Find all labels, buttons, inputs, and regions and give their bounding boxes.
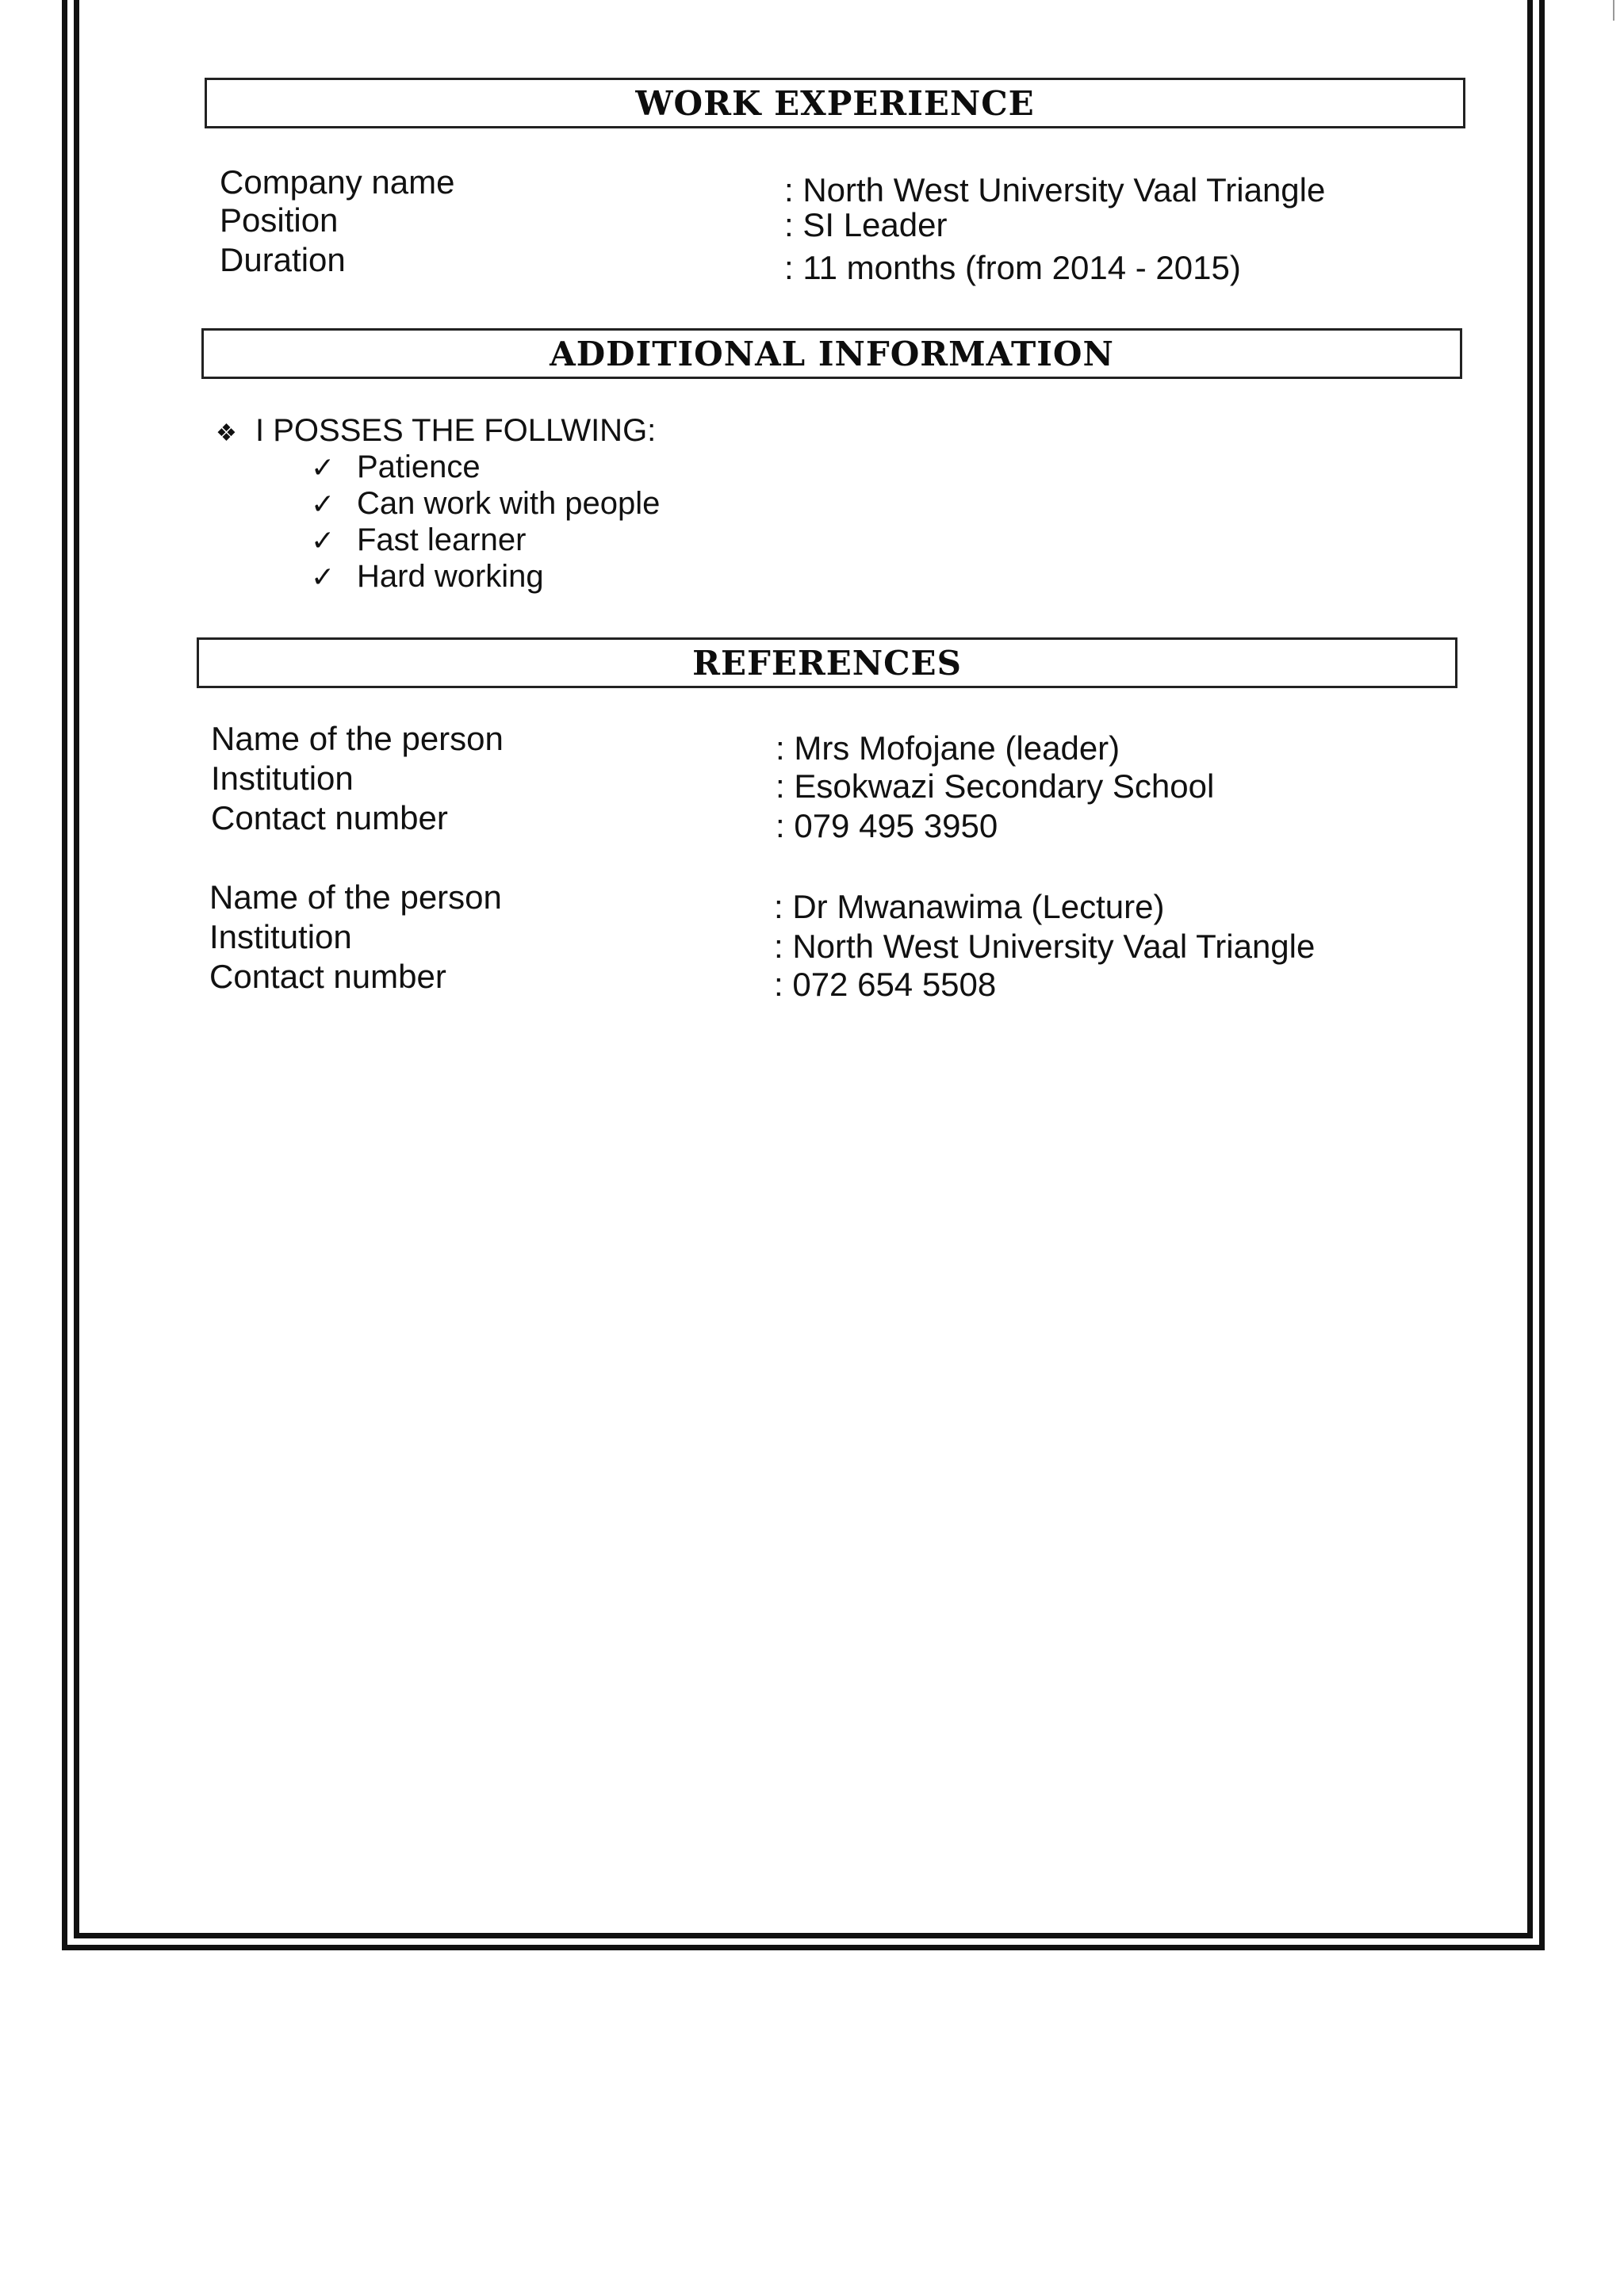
skill-work-with-people: Can work with people (357, 486, 661, 521)
reference-2-name-label: Name of the person (209, 878, 502, 916)
check-icon: ✓ (311, 451, 335, 484)
additional-intro (216, 412, 656, 452)
reference-2-contact-label: Contact number (209, 958, 446, 995)
work-experience-title: WORK EXPERIENCE (635, 83, 1035, 123)
check-icon: ✓ (311, 488, 335, 520)
check-icon: ✓ (311, 561, 335, 593)
reference-2-name-value: : Dr Mwanawima (Lecture) (774, 888, 1165, 925)
reference-1-institution-value: : Esokwazi Secondary School (776, 767, 1215, 805)
reference-1-name-label: Name of the person (211, 720, 504, 757)
reference-1-institution-label: Institution (211, 760, 354, 797)
list-item (311, 558, 544, 595)
diamond-bullet-icon: ❖ (216, 420, 237, 446)
work-value-duration: : 11 months (from 2014 - 2015) (784, 249, 1241, 286)
reference-1-contact-label: Contact number (211, 799, 448, 836)
work-experience-header (205, 78, 1465, 128)
skill-patience: Patience (357, 450, 481, 484)
reference-1-name-value: : Mrs Mofojane (leader) (776, 729, 1120, 767)
skill-hard-working: Hard working (357, 559, 544, 594)
check-icon: ✓ (311, 524, 335, 557)
work-label-position: Position (220, 201, 339, 239)
reference-2-institution-value: : North West University Vaal Triangle (774, 928, 1316, 965)
references-title: REFERENCES (692, 643, 962, 683)
additional-information-header (201, 328, 1462, 379)
skill-fast-learner: Fast learner (357, 522, 527, 557)
work-label-duration: Duration (220, 241, 346, 278)
work-value-position: : SI Leader (784, 206, 948, 243)
work-label-company: Company name (220, 163, 455, 201)
additional-intro-text: I POSSES THE FOLLWING: (255, 413, 657, 448)
reference-2-institution-label: Institution (209, 918, 352, 955)
additional-information-title: ADDITIONAL INFORMATION (550, 334, 1114, 373)
list-item (311, 485, 660, 522)
list-item (311, 522, 526, 559)
list-item (311, 449, 481, 486)
reference-1-contact-value: : 079 495 3950 (776, 807, 998, 844)
work-value-company: : North West University Vaal Triangle (784, 171, 1326, 209)
scan-edge-mark (1613, 0, 1621, 21)
references-header (197, 637, 1457, 688)
reference-2-contact-value: : 072 654 5508 (774, 966, 997, 1003)
